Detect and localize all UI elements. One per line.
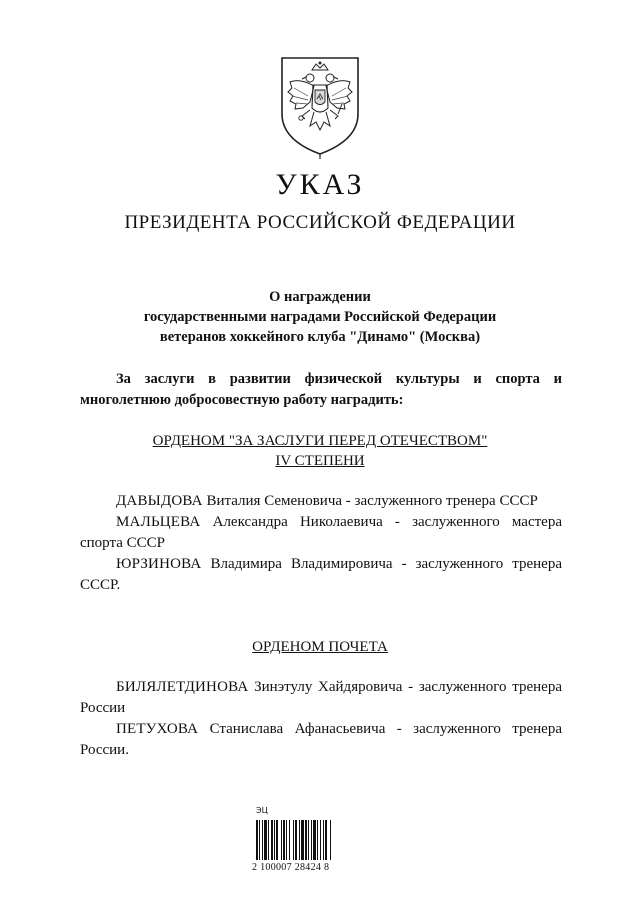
decree-heading (80, 287, 560, 347)
decree-subtitle: ПРЕЗИДЕНТА РОССИЙСКОЙ ФЕДЕРАЦИИ (124, 212, 516, 233)
recipient-details: Виталия Семеновича - заслуженного тренера СССР (202, 493, 538, 509)
recipient-surname: ДАВЫДОВА (116, 493, 203, 509)
decree-title: УКАЗ (275, 168, 365, 201)
recipient-entry (80, 677, 562, 719)
order-title-line: ОРДЕНОМ "ЗА ЗАСЛУГИ ПЕРЕД ОТЕЧЕСТВОМ" (152, 433, 488, 449)
barcode (252, 806, 360, 878)
recipient-entry (80, 491, 562, 512)
recipient-entry (80, 719, 562, 761)
recipient-entry (80, 512, 562, 554)
heading-line: государственными наградами Российской Федерации (143, 309, 497, 325)
recipient-surname: МАЛЬЦЕВА (116, 514, 201, 530)
recipient-details: Станислава Афанасьевича - заслуженного тренера России. (80, 721, 562, 758)
order-title (0, 637, 640, 657)
coat-of-arms-icon (270, 52, 370, 162)
order-title-line: IV СТЕПЕНИ (275, 453, 365, 469)
recipient-surname: ПЕТУХОВА (116, 721, 199, 737)
recipient-surname: БИЛЯЛЕТДИНОВА (116, 679, 249, 695)
recipient-list (80, 491, 562, 596)
heading-line: О награждении (269, 289, 371, 305)
barcode-bars-icon (256, 820, 354, 860)
barcode-mark: ЭЦ (256, 806, 268, 815)
decree-intro: За заслуги в развитии физической культуры и спорта и многолетнюю добросовестную работу наградить: (80, 371, 562, 408)
barcode-number: 2 100007 28424 8 (252, 862, 330, 873)
recipient-details: Александра Николаевича - заслуженного мастера спорта СССР (80, 514, 562, 551)
recipient-surname: ЮРЗИНОВА (116, 556, 202, 572)
heading-line: ветеранов хоккейного клуба "Динамо" (Москва) (159, 329, 481, 345)
recipient-details: Зинэтулу Хайдяровича - заслуженного тренера России (80, 679, 562, 716)
recipient-details: Владимира Владимировича - заслуженного тренера СССР. (80, 556, 562, 593)
order-title (0, 431, 640, 471)
recipient-list (80, 677, 562, 761)
order-title-line: ОРДЕНОМ ПОЧЕТА (252, 639, 388, 655)
recipient-entry (80, 554, 562, 596)
